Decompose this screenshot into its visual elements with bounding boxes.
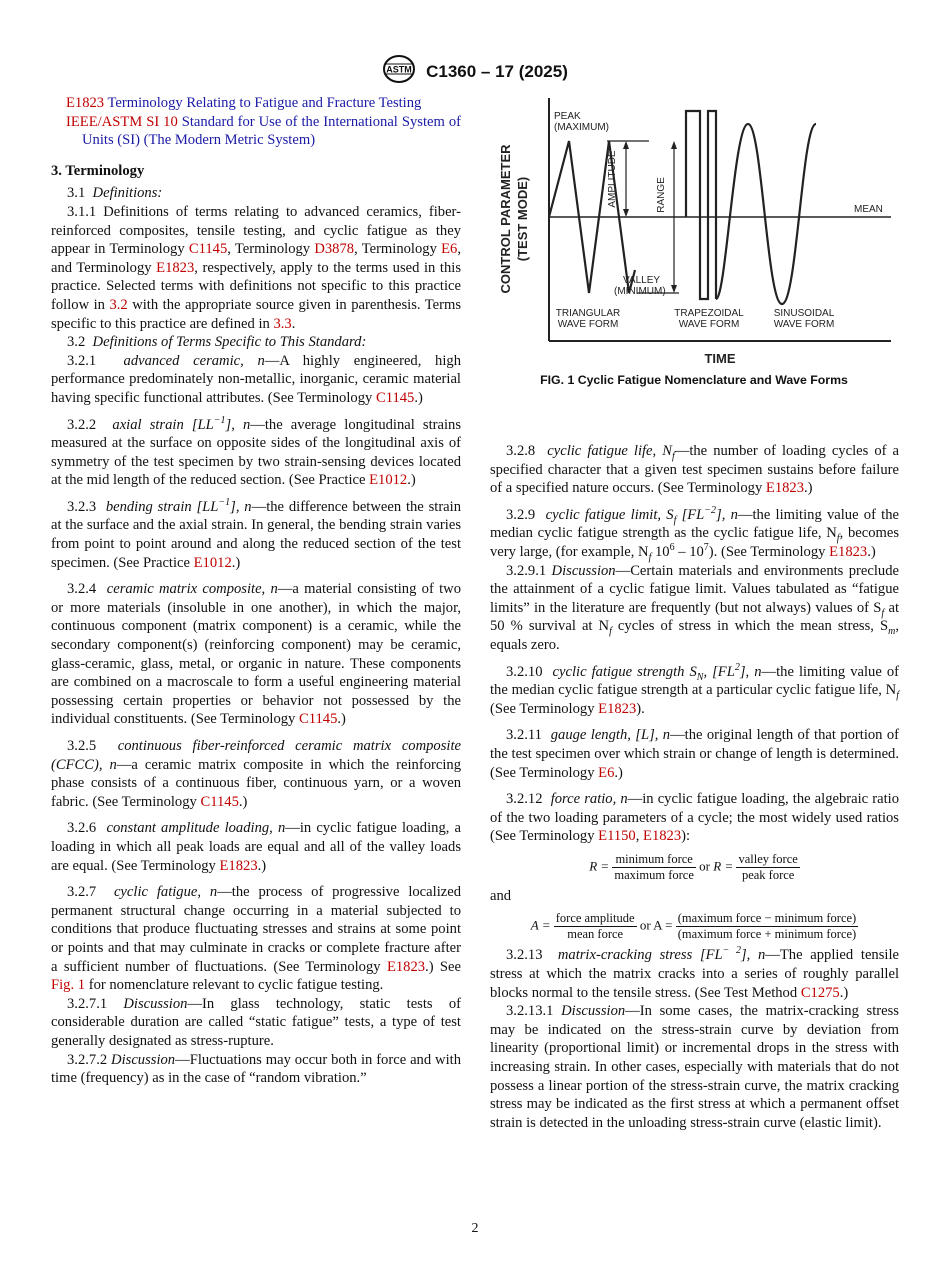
reference-item: IEEE/ASTM SI 10 Standard for Use of the International System of Units (SI) (The Modern Metric System) <box>66 113 461 149</box>
link-3-2[interactable]: 3.2 <box>109 296 128 313</box>
reference-list <box>51 94 461 150</box>
cyclic-fatigue-diagram <box>489 94 899 384</box>
valley-label-2: (MINIMUM) <box>614 286 666 297</box>
def-3-2-9: 3.2.9 cyclic fatigue limit, $S_f$ $[FL^{-2}]$, n—the limiting value of the median cyclic fatigue strength as the cyclic fatigue life, $N_f$, becomes very large, (for example, $N_f$ $10^6 - 10^7$). (See Terminology E1823.) <box>490 504 900 563</box>
fraction: $\frac{\text{minimum force}}{\text{maximum force}}$ <box>614 851 694 882</box>
link-e6[interactable]: E6 <box>598 764 615 781</box>
def-3-2-13-1: 3.2.13.1 Discussion—In some cases, the matrix-cracking stress may be indicated on the stress-strain curve by deviation from linearity (proportional limit) or incremental drops in the stress with increasing strain. In other cases, especially with materials that do not possess a linear portion of the stress-strain curve, the matrix cracking stress may be indicated as the first stress at which a permanent offset strain is detected in the unloading stress-strain curve (elastic limit). <box>490 1003 899 1131</box>
def-3-2-6: 3.2.6 constant amplitude loading, n—in cyclic fatigue loading, a loading in which all peak loads are equal and all of the valley loads are equal. (See Terminology E1823.) <box>51 820 462 874</box>
left-column <box>51 94 461 1088</box>
page-number: 2 <box>471 1221 479 1236</box>
ref-link-ieee-si10[interactable]: IEEE/ASTM SI 10 <box>66 113 178 130</box>
mean-label: MEAN <box>854 204 883 215</box>
and-text: and <box>490 887 512 904</box>
link-c1145[interactable]: C1145 <box>200 793 239 810</box>
y-axis-label: CONTROL PARAMETER <box>498 144 513 294</box>
link-e1150[interactable]: E1150 <box>598 828 636 845</box>
link-e1823[interactable]: E1823 <box>156 259 195 276</box>
svg-text:ASTM: ASTM <box>386 64 412 75</box>
ref-link-e1823[interactable]: E1823 <box>66 95 105 111</box>
right-column <box>490 442 899 1132</box>
def-3-2-8: 3.2.8 cyclic fatigue life, $N_f—the$ number of loading cycles of a specified character that a given test specimen sustains before failure of a specified nature occurs. (See Terminology E1823.) <box>490 443 899 497</box>
figure-caption: FIG. 1 Cyclic Fatigue Nomenclature and Wave Forms <box>540 373 848 387</box>
def-3-2-7: 3.2.7 cyclic fatigue, n—the process of progressive localized permanent structural change occurring in a material subjected to conditions that produce fluctuating stresses and strains at some point or points and that may culminate in cracks or complete fracture after a sufficient number of fluctuations. (See Terminology E1823.) See Fig. 1 for nomenclature relevant to cyclic fatigue testing. <box>51 884 461 994</box>
sinusoidal-wave <box>716 124 816 304</box>
link-d3878[interactable]: D3878 <box>314 241 355 258</box>
link-c1275[interactable]: C1275 <box>800 984 840 1001</box>
link-e1823[interactable]: E1823 <box>829 543 868 560</box>
link-c1145[interactable]: C1145 <box>375 389 415 406</box>
x-axis-label: TIME <box>704 351 736 366</box>
fraction: $\frac{\text{valley force}}{\text{peak force}}$ <box>738 851 798 882</box>
link-e1823[interactable]: E1823 <box>765 480 805 497</box>
fraction: $\frac{\text{(maximum force − minimum force)}}{\text{(maximum force + minimum force)}}$ <box>677 911 857 942</box>
y-axis-label-2: (TEST MODE) <box>515 176 530 262</box>
link-e1823[interactable]: E1823 <box>219 857 258 874</box>
def-3-2-5: 3.2.5 continuous fiber-reinforced ceramic matrix composite (CFCC), n—a ceramic matrix composite in which the reinforcing phase consists of a continuous fiber, continuous yarn, or a woven fabric. (See Terminology C1145.) <box>51 738 461 810</box>
fraction: $\frac{\text{force amplitude}}{\text{mean force}}$ <box>555 911 635 942</box>
link-e1823[interactable]: E1823 <box>598 700 637 717</box>
def-3-2-3: 3.2.3 bending strain $[LL^{-1}]$, n—the difference between the strain at the surface and the axial strain. In general, the bending strain varies from point to point around and along the reduced section of the test specimen. (See Practice E1012.) <box>51 497 462 571</box>
link-fig-1[interactable]: Fig. 1 <box>51 977 86 994</box>
para-3-1: 3.1 Definitions: <box>67 185 163 202</box>
equation-amplitude-ratio: A = $\frac{\text{force amplitude}}{\text{mean force}}$ or A = $\frac{\text{(maximum force − minimum force)}}{\text{(maximum force + minimum force)}}$ <box>530 911 857 942</box>
trapezoidal-label: TRAPEZOIDAL <box>674 308 744 319</box>
def-3-2-9-1: 3.2.9.1 Discussion—Certain materials and environments preclude the attainment of a cyclic fatigue limit. Values tabulated as “fatigue limits” in the literature are frequently (but not always) values of $S_f$ at 50 % survival at $N_f$ cycles of stress in which the mean stress, $S_m$, equals zero. <box>490 562 900 653</box>
trapezoidal-wave <box>686 111 716 299</box>
link-e1823[interactable]: E1823 <box>386 958 426 975</box>
link-e1012[interactable]: E1012 <box>369 472 408 489</box>
def-3-2-11: 3.2.11 gauge length, [L], n—the original length of that portion of the test specimen over which strain or change of length is determined. (See Terminology E6.) <box>490 727 900 781</box>
sinusoidal-label-2: WAVE FORM <box>773 319 835 330</box>
link-c1145[interactable]: C1145 <box>299 711 338 728</box>
def-3-2-13: 3.2.13 matrix-cracking stress $[FL^{- 2}]$, n—The applied tensile stress at which the matrix cracks into a series of roughly parallel blocks normal to the tensile stress. (See Test Method C1275.) <box>490 945 899 1001</box>
link-e1012[interactable]: E1012 <box>193 554 232 571</box>
triangular-label: TRIANGULAR <box>555 308 621 319</box>
reference-item: E1823 Terminology Relating to Fatigue and Fracture Testing <box>66 95 422 111</box>
peak-label-2: (MAXIMUM) <box>554 122 609 133</box>
link-e6[interactable]: E6 <box>441 241 458 258</box>
def-3-2-7-1: 3.2.7.1 Discussion—In glass technology, static tests of considerable duration are called “static fatigue” tests, a type of test generally designated as stress-rupture. <box>51 995 461 1049</box>
sinusoidal-label: SINUSOIDAL <box>773 308 835 319</box>
equation-force-ratio: R = $\frac{\text{minimum force}}{\text{maximum force}}$ or R = $\frac{\text{valley force}}{\text{peak force}}$ <box>589 851 798 882</box>
para-3-2: 3.2 Definitions of Terms Specific to This Standard: <box>67 334 367 351</box>
def-3-2-7-2: 3.2.7.2 Discussion—Fluctuations may occur both in force and with time (frequency) as in the case of “random vibration.” <box>51 1051 461 1087</box>
section-heading: 3. Terminology <box>51 162 145 179</box>
link-e1823[interactable]: E1823 <box>643 828 682 845</box>
def-3-2-4: 3.2.4 ceramic matrix composite, n—a material consisting of two or more materials (insoluble in one another), in which the major, continuous component (matrix component) is a ceramic, while the secondary component(s) (reinforcing component) may be ceramic, glass-ceramic, glass, metal, or organic in nature. These components are combined on a macroscale to form a useful engineering material possessing certain properties or behavior not possessed by the individual constituents. (See Terminology C1145.) <box>51 581 461 728</box>
triangular-label-2: WAVE FORM <box>557 319 619 330</box>
astm-logo-icon <box>382 54 416 89</box>
page-header <box>0 54 950 86</box>
link-c1145[interactable]: C1145 <box>188 241 228 258</box>
para-3-1-1: 3.1.1 Definitions of terms relating to advanced ceramics, fiber-reinforced composites, tensile testing, and cyclic fatigue as they appear in Terminology C1145, Terminology D3878, Terminology E6, and Terminology E1823, respectively, apply to the terms used in this practice. Selected terms with definitions not specific to this practice follow in 3.2 with the appropriate source given in parenthesis. Terms specific to this practice are defined in 3.3. <box>51 203 462 332</box>
amplitude-label: AMPLITUDE <box>607 150 618 208</box>
def-3-2-1: 3.2.1 advanced ceramic, n—A highly engineered, high performance predominately non-metallic, inorganic, ceramic material having specific functional attributes. (See Terminology C1145.) <box>51 352 461 406</box>
standard-designation: C1360 – 17 (2025) <box>426 61 568 81</box>
link-3-3[interactable]: 3.3 <box>273 315 292 332</box>
def-3-2-2: 3.2.2 axial strain $[LL^{-1}]$, n—the average longitudinal strains measured at the surface on opposite sides of the longitudinal axis of symmetry of the test specimen by two strain-sensing devices located at the mid length of the reduced section. (See Practice E1012.) <box>51 414 462 489</box>
valley-label: VALLEY <box>623 275 661 286</box>
trapezoidal-label-2: WAVE FORM <box>678 319 740 330</box>
peak-label: PEAK <box>554 111 581 122</box>
def-3-2-10: 3.2.10 cyclic fatigue strength $S_N$, $[FL^2]$, n—the limiting value of the median cyclic fatigue strength at a particular cyclic fatigue life, $N_f$ (See Terminology E1823). <box>490 661 899 717</box>
def-3-2-12: 3.2.12 force ratio, n—in cyclic fatigue loading, the algebraic ratio of the two loading parameters of a cycle; the most widely used ratios (See Terminology E1150, E1823): <box>490 791 899 845</box>
range-label: RANGE <box>656 177 667 213</box>
figure-1 <box>489 94 899 394</box>
